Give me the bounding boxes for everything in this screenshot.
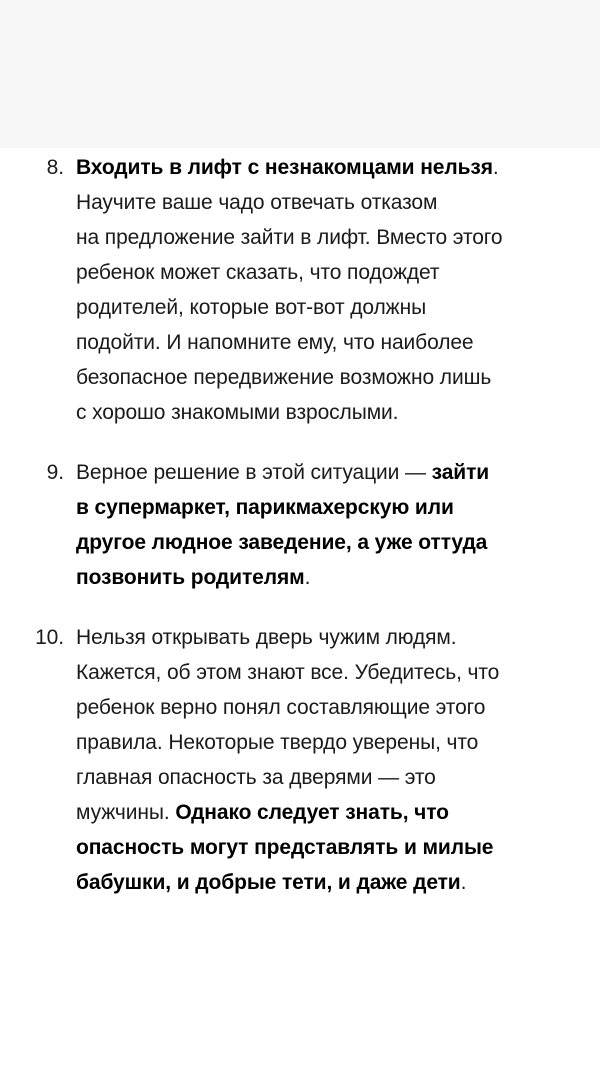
body-text: мужчины. [76,801,176,824]
list-item [0,620,600,900]
body-text: правила. Некоторые твердо уверены, что [76,731,479,754]
body-text: с хорошо знакомыми взрослыми. [76,401,399,424]
body-text: Кажется, об этом знают все. Убедитесь, что [76,661,500,684]
list-item [0,455,600,595]
text-line [76,255,572,290]
text-line [76,325,572,360]
body-text: Научите ваше чадо отвечать отказом [76,191,438,214]
text-line [76,395,572,430]
bold-text: бабушки, и добрые тети, и даже дети [76,871,461,894]
text-line [76,150,572,185]
text-line [76,490,572,525]
text-line [76,560,572,595]
body-text: Верное решение в этой ситуации — [76,461,432,484]
body-text: родителей, которые вот-вот должны [76,296,427,319]
bold-text: зайти [431,461,490,484]
text-line [76,455,572,490]
text-line [76,290,572,325]
body-text: безопасное передвижение возможно лишь [76,366,492,389]
bold-text: опасность могут представлять и милые [76,836,494,859]
text-line [76,760,572,795]
text-line [76,865,572,900]
list-item [0,150,600,430]
body-text: ребенок может сказать, что подождет [76,261,440,284]
list-item-number: 9. [46,461,64,484]
text-line [76,525,572,560]
text-line [76,185,572,220]
body-text: . [492,156,499,179]
text-line [76,795,572,830]
text-line [76,830,572,865]
list-item-number: 10. [35,626,64,649]
top-blank-area [0,0,600,148]
body-text: главная опасность за дверями — это [76,766,436,789]
bold-text: в супермаркет, парикмахерскую или [76,496,454,519]
body-text: подойти. И напомните ему, что наиболее [76,331,474,354]
text-line [76,220,572,255]
body-text: . [304,566,311,589]
bold-text: другое людное заведение, а уже оттуда [76,531,488,554]
body-text: . [460,871,467,894]
bold-text: Однако следует знать, что [175,801,449,824]
body-text: ребенок верно понял составляющие этого [76,696,486,719]
body-text: на предложение зайти в лифт. Вместо этого [76,226,503,249]
text-line [76,725,572,760]
list-item-number: 8. [46,156,64,179]
numbered-list [0,150,600,900]
bold-text: Входить в лифт с незнакомцами нельзя [76,156,493,179]
text-line [76,620,572,655]
text-line [76,360,572,395]
text-line [76,690,572,725]
bold-text: позвонить родителям [76,566,305,589]
body-text: Нельзя открывать дверь чужим людям. [76,626,457,649]
text-line [76,655,572,690]
